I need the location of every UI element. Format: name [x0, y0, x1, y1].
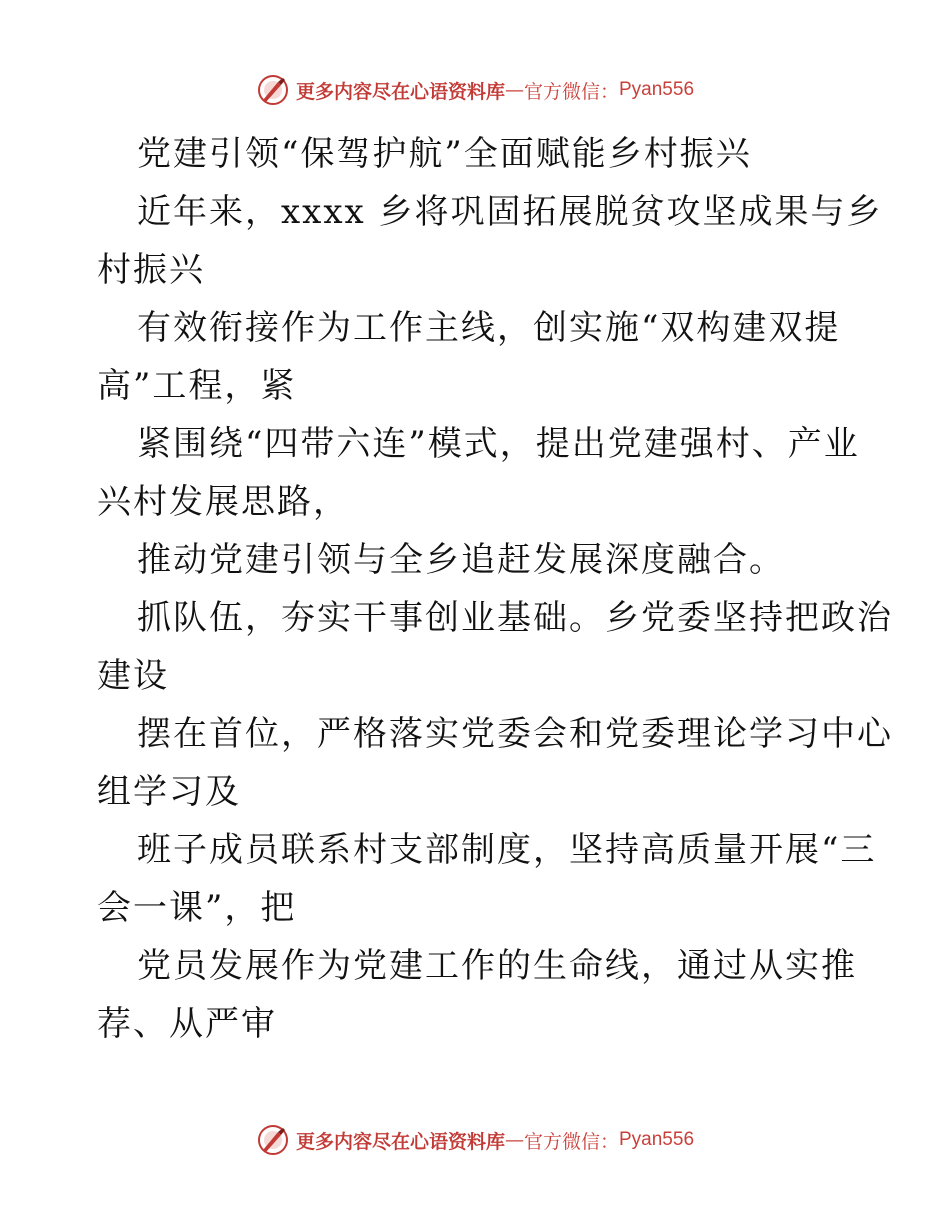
paragraph-line: 党员发展作为党建工作的生命线，通过从实推: [137, 946, 857, 986]
document-body: [97, 125, 893, 1053]
paragraph-line: 近年来，xxxx 乡将巩固拓展脱贫攻坚成果与乡: [137, 192, 883, 232]
paragraph-line: 高”工程，紧: [97, 366, 297, 406]
quill-pen-logo-icon: [256, 73, 290, 107]
header-banner-text: [296, 77, 694, 104]
paragraph-line: 推动党建引领与全乡追赶发展深度融合。: [137, 540, 785, 580]
header-wechat-label: 官方微信：: [523, 80, 619, 103]
paragraph-line: 组学习及: [97, 772, 241, 812]
header-separator: —: [504, 79, 524, 101]
footer-site-text: 更多内容尽在心语资料库: [295, 1130, 505, 1153]
paragraph-line: 兴村发展思路，: [97, 482, 349, 522]
paragraph-line: 紧围绕“四带六连”模式，提出党建强村、产业: [137, 424, 860, 464]
footer-wechat-label: 官方微信：: [523, 1130, 619, 1153]
header-wechat-id: Pyan556: [619, 79, 695, 100]
footer-wechat-id: Pyan556: [619, 1129, 695, 1150]
quill-pen-logo-icon: [256, 1123, 290, 1157]
paragraph-line: 村振兴: [97, 250, 205, 290]
footer-banner-text: [296, 1127, 694, 1154]
paragraph-line: 会一课”，把: [97, 888, 297, 928]
paragraph-line: 摆在首位，严格落实党委会和党委理论学习中心: [137, 714, 893, 754]
header-watermark-banner: [0, 70, 950, 110]
footer-separator: —: [504, 1129, 524, 1151]
paragraph-line: 班子成员联系村支部制度，坚持高质量开展“三: [137, 830, 877, 870]
footer-watermark-banner: [0, 1120, 950, 1160]
paragraph-line: 有效衔接作为工作主线，创实施“双构建双提: [137, 308, 841, 348]
paragraph-line: 建设: [97, 656, 169, 696]
header-site-text: 更多内容尽在心语资料库: [295, 80, 505, 103]
document-title: 党建引领“保驾护航”全面赋能乡村振兴: [137, 134, 752, 174]
paragraph-line: 荐、从严审: [97, 1004, 277, 1044]
paragraph-line: 抓队伍，夯实干事创业基础。乡党委坚持把政治: [137, 598, 893, 638]
